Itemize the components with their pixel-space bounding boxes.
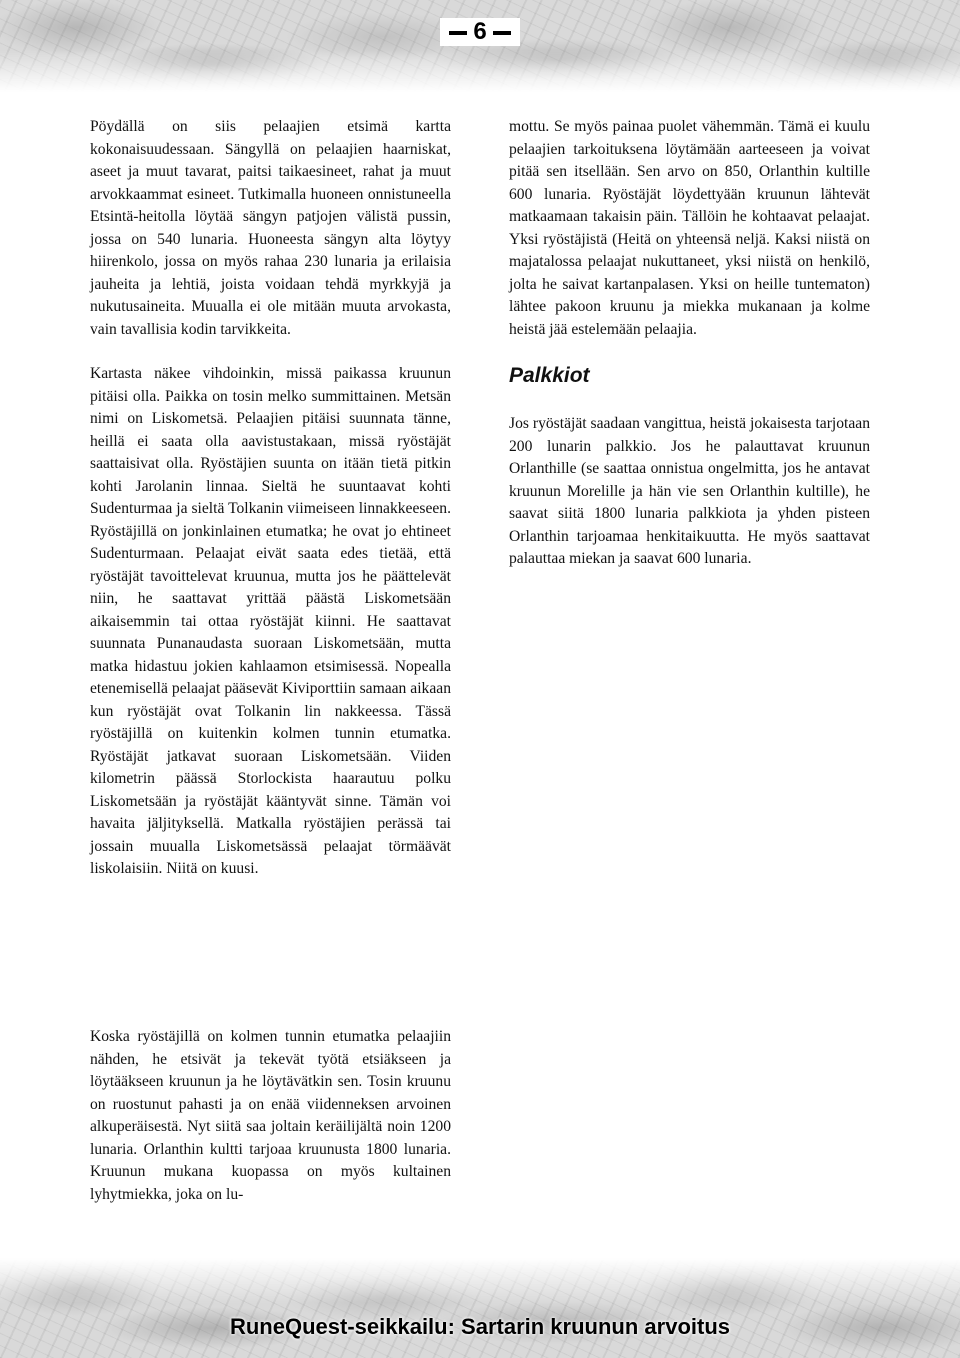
right-column bbox=[509, 116, 870, 593]
page-number-dash-right bbox=[493, 31, 511, 35]
left-paragraph-3: Koska ryöstäjillä on kolmen tunnin etumatka pelaajiin nähden, he etsivät ja tekevät työtä etsiäkseen ja löytääkseen kruunun ja he löytävätkin sen. Tosin kruunu on ruostunut pahasti ja on enää viidenneksen arvoinen alkuperäisestä. Nyt siitä saa joltain keräilijältä noin 1200 lunaria. Orlanthin kultti tarjoaa kruunusta 1800 lunaria. Kruunun mukana kuopassa on myös kultainen lyhytmiekka, joka on lu- bbox=[90, 1028, 451, 1203]
page-number bbox=[440, 18, 520, 46]
page-number-dash-left bbox=[449, 31, 467, 35]
left-column bbox=[90, 116, 451, 903]
page-number-value: 6 bbox=[473, 18, 487, 45]
footer-marble-band bbox=[0, 1258, 960, 1358]
left-column-bottom bbox=[90, 1026, 451, 1228]
right-paragraph-1: mottu. Se myös painaa puolet vähemmän. Tämä ei kuulu pelaajien tarkoituksena löytämään aarteeseen ja voivat pitää sen itsellään. Sen arvo on 850, Orlanthin kultille 600 lunaria. Ryöstäjät löydettyään kruunun lähtevät matkaamaan takaisin päin. Tällöin he kohtaavat pelaajat. Yksi ryöstäjistä (Heitä on yhteensä neljä. Kaksi niistä on majatalossa pelaajat nukuttaneet, yksi niistä on henkilö, jolta he saivat kartanpalasen. Yksi on heille tuntematon) lähtee pakoon kruunu ja miekka mukanaan ja kolme heistä jää estelemään pelaajia. bbox=[509, 118, 870, 338]
left-paragraph-2: Kartasta näkee vihdoinkin, missä paikassa kruunun pitäisi olla. Paikka on tosin melko summittainen. Metsän nimi on Liskometsä. Pelaajien pitäisi suunnata tänne, heillä ei saata olla aavistustakaan, missä ryöstäjät saattaisivat olla. Ryöstäjien suunta on itään tietä pitkin kohti Jarolanin linnaa. Sieltä he suuntaavat kohti Sudenturmaa ja sieltä Tolkanin viimeiseen linnakkeeseen. Ryöstäjillä on jonkinlainen etumatka; he ovat jo ehtineet Sudenturmaan. Pelaajat eivät saata edes tietää, että ryöstäjät tavoittelevat kruunua, mutta jos he päättelevät niin, he saattavat yrittää päästä Liskometsään aikaisemmin tai ottaa ryöstäjät kiinni. He saattavat suunnata Punanaudasta suoraan Liskometsään, mutta matka hidastuu jokien kahlaamon etsimisessä. Nopealla etenemisellä pelaajat pääsevät Kiviporttiin samaan aikaan kun ryöstäjät ovat Tolkanin lin nakkeessa. Tässä ryöstäjillä on kuitenkin kolmen tunnin etumatka. Ryöstäjät jatkavat suoraan Liskometsään. Viiden kilometrin päässä Storlockista haarautuu polku Liskometsään ja ryöstäjät kääntyvät sinne. Tämän voi havaita jäljityksellä. Matkalla ryöstäjien perässä tai jossain muualla Liskometsässä pelaajat törmäävät liskolaisiin. Niitä on kuusi. bbox=[90, 365, 451, 877]
header-marble-band bbox=[0, 0, 960, 92]
section-heading-palkkiot: Palkkiot bbox=[509, 364, 590, 387]
left-paragraph-1: Pöydällä on siis pelaajien etsimä kartta kokonaisuudessaan. Sängyllä on pelaajien haarniskat, aseet ja muut tavarat, paitsi taikaesineet, rahat ja muut arvokkaammat esineet. Tutkimalla huoneen onnistuneella Etsintä-heitolla löytää sängyn patjojen välistä pussin, jossa on 540 lunaria. Huoneesta sängyn alta löytyy hiirenkolo, jossa on myös rahaa 230 lunaria ja erilaisia jauheita ja lehtiä, joista voidaan tehdä myrkkyjä ja nukutusaineita. Muualla ei ole mitään muuta arvokasta, vain tavallisia kodin tarvikkeita. bbox=[90, 118, 451, 338]
footer-title: RuneQuest-seikkailu: Sartarin kruunun arvoitus bbox=[229, 1314, 730, 1339]
right-paragraph-2: Jos ryöstäjät saadaan vangittua, heistä jokaisesta tarjotaan 200 lunarin palkkio. Jos he palauttavat kruunun Orlanthille (se saattaa onnistua ongelmitta, jos he antavat kruunun Morelille ja hän vie sen Orlanthin kultille), he saavat siitä 1800 lunaria palkkiota ja yhden pisteen Orlanthin tarjoamaa henkitaikuutta. He myös saattavat palauttaa miekan ja saavat 600 lunaria. bbox=[509, 415, 870, 567]
